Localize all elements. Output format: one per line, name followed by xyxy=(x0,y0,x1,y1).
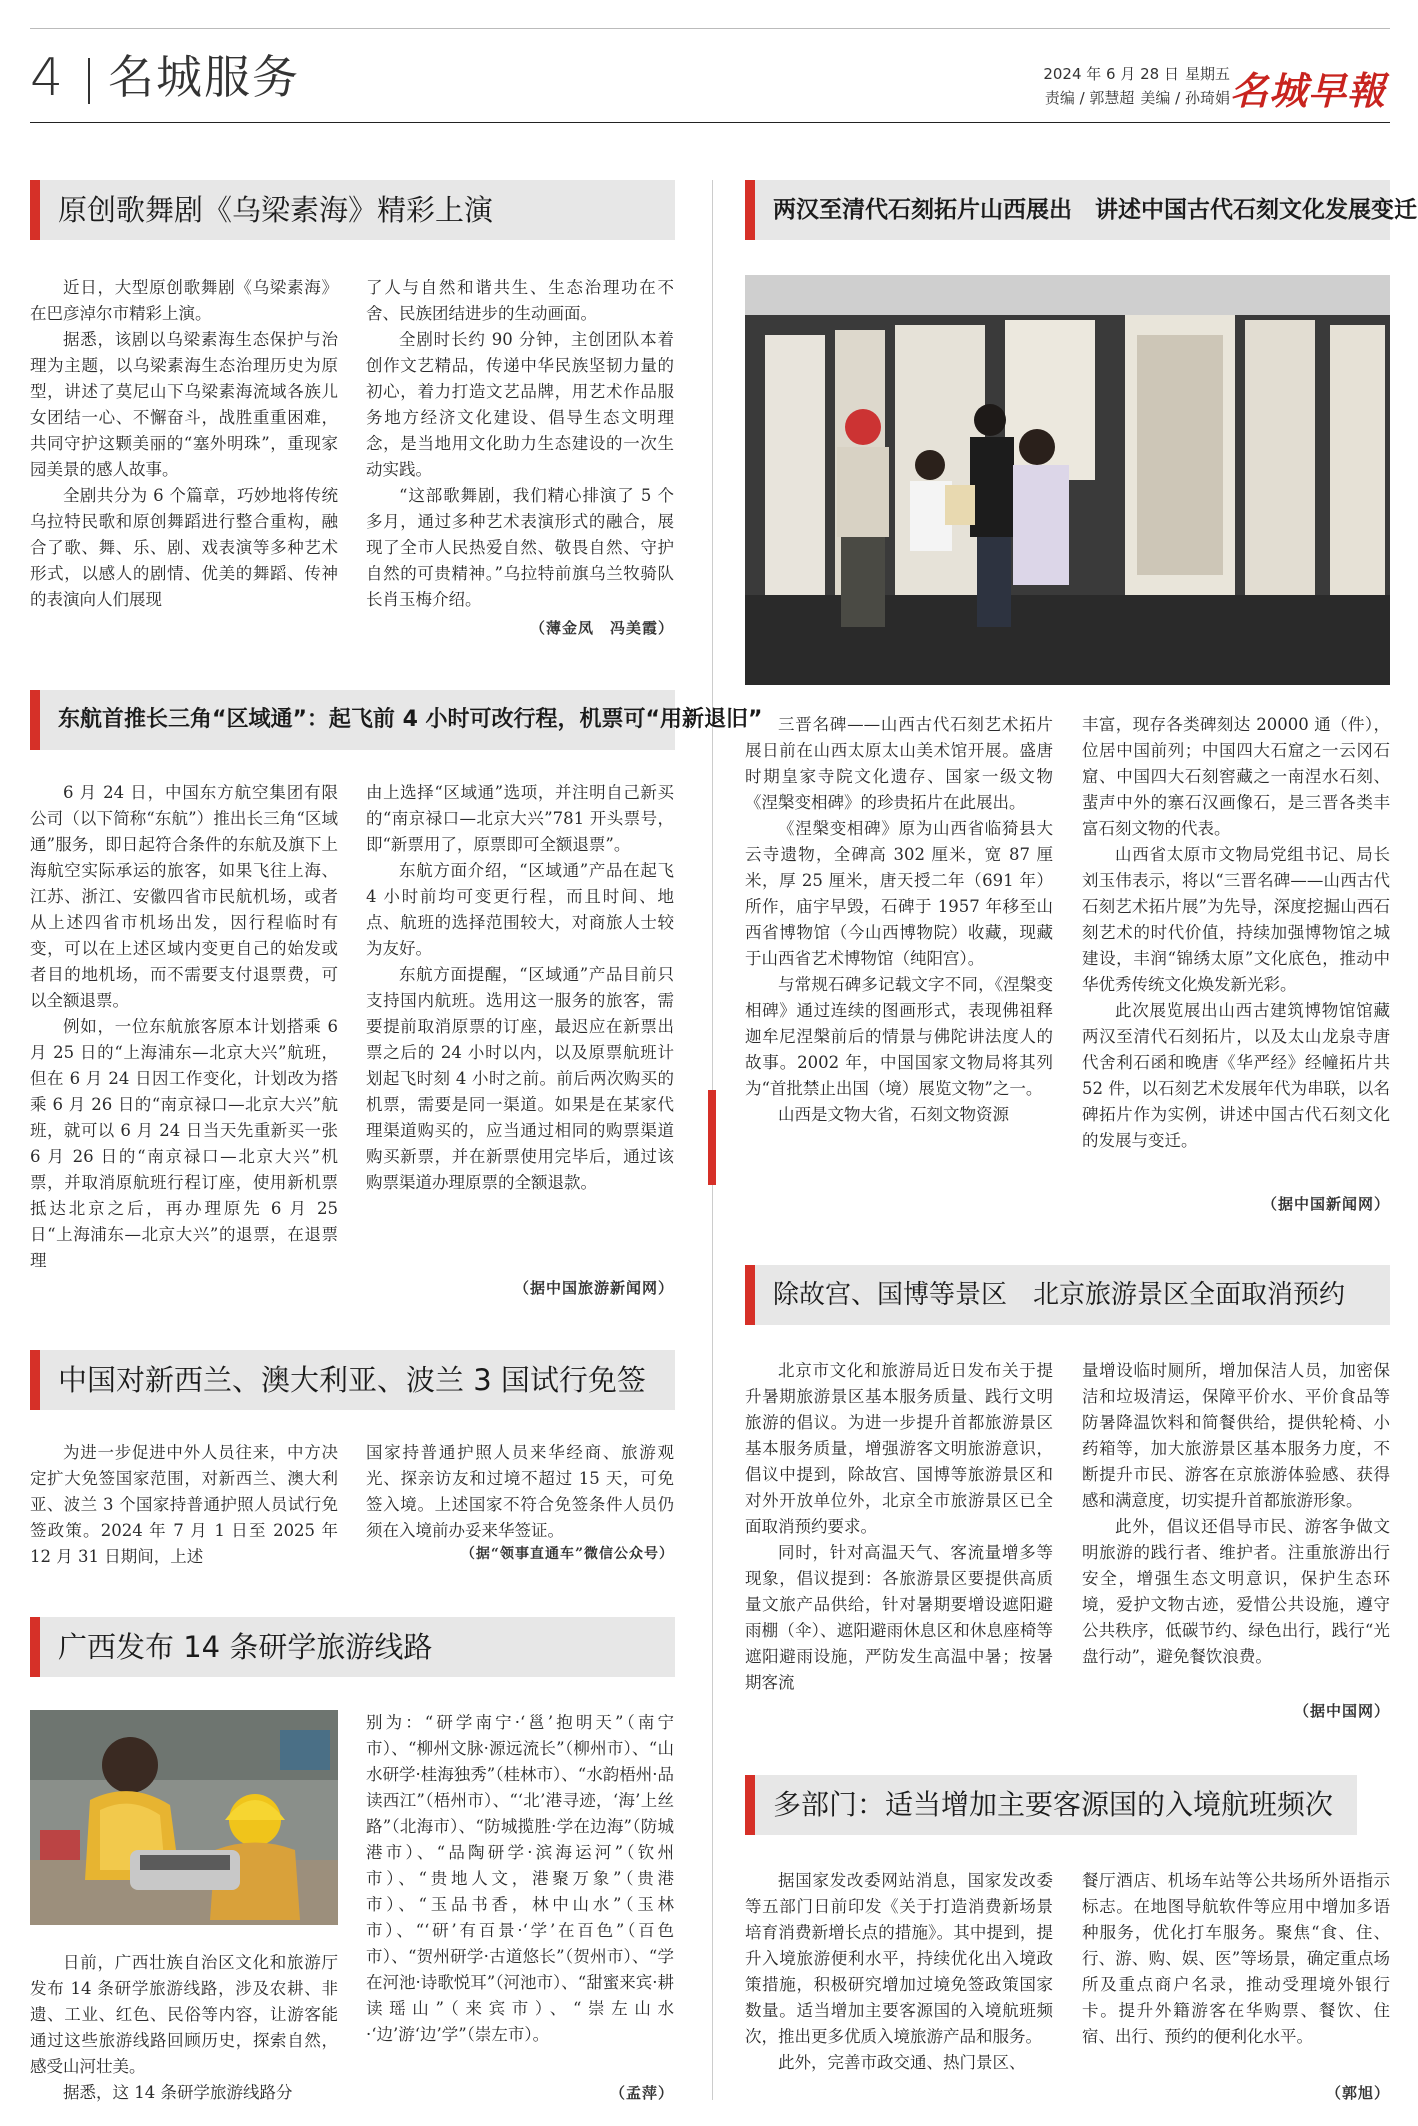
paragraph: 餐厅酒店、机场车站等公共场所外语指示标志。在地图导航软件等应用中增加多语种服务，优化打车服务。聚焦“食、住、行、游、购、娱、医”等场景，确定重点场所及重点商户名录，推动受理境外银行卡。提升外籍游客在华购票、餐饮、住宿、出行、预约的便利化水平。 xyxy=(1082,1871,1390,2046)
article-source: （孟萍） xyxy=(609,2084,674,2102)
paragraph: 此次展览展出山西古建筑博物馆馆藏两汉至清代石刻拓片，以及太山龙泉寺唐代舍利石函和晚唐《华严经》经幢拓片共 52 件，以石刻艺术发展年代为串联，以名碑拓片作为实例，讲述中国古代石刻文化的发展与变迁。 xyxy=(1082,1001,1390,1150)
article-headline xyxy=(30,1617,675,1677)
paragraph: 量增设临时厕所，增加保洁人员，加密保洁和垃圾清运，保障平价水、平价食品等防暑降温饮料和简餐供给，提供轮椅、小药箱等，加大旅游景区基本服务力度，不断提升市民、游客在京旅游体验感、获得感和满意度，切实提升首都旅游形象。 xyxy=(1082,1361,1390,1510)
page-separator xyxy=(88,58,90,104)
page-number: 4 xyxy=(30,48,64,108)
craft-class-photo xyxy=(30,1710,338,1925)
paragraph: 全剧时长约 90 分钟，主创团队本着创作文艺精品，传递中华民族坚韧力量的初心，着力打造文艺品牌，用艺术作品服务地方经济文化建设、倡导生态文明理念，是当地用文化助力生态建设的一次生动实践。 xyxy=(366,330,674,479)
paragraph: 同时，针对高温天气、客流量增多等现象，倡议提到：各旅游景区要提供高质量文旅产品供给，针对暑期要增设遮阳避雨棚（伞）、遮阳避雨休息区和休息座椅等遮阳避雨设施，严防发生高温中暑；按暑期客流 xyxy=(745,1543,1053,1692)
article-body-col2 xyxy=(366,1710,674,2048)
article-source: （郭旭） xyxy=(1325,2084,1390,2102)
editor-credit: 责编 / 郭慧超 xyxy=(1044,89,1135,107)
headline-text[interactable]: 原创歌舞剧《乌梁素海》精彩上演 xyxy=(58,193,494,227)
paragraph: 了人与自然和谐共生、生态治理功在不舍、民族团结进步的生动画面。 xyxy=(366,278,674,323)
newspaper-logo: 名城早報 xyxy=(1230,68,1387,113)
paragraph: 别为：“研学南宁·‘邕’抱明天”（南宁市）、“柳州文脉·源远流长”（柳州市）、“山水研学·桂海独秀”（桂林市）、“水韵梧州·品读西江”（梧州市）、“‘北’港寻迹，‘海’上丝路”（北海市）、“防城揽胜·学在边海”（防城港市）、“品陶研学·滨海运河”（钦州市）、“贵地人文，港聚万象”（贵港市）、“玉品书香，林中山水”（玉林市）、“‘研’有百景·‘学’在百色”（百色市）、“贺州研学·古道悠长”（贺州市）、“学在河池·诗歌悦耳”（河池市）、“甜蜜来宾·耕读瑶山”（来宾市）、“崇左山水·‘边’游‘边’学”（崇左市）。 xyxy=(366,1713,674,2044)
article-body-col1 xyxy=(745,1358,1053,1696)
article-source: （据中国网） xyxy=(1293,1702,1390,1720)
article-source: （据“领事直通车”微信公众号） xyxy=(460,1546,674,1562)
paragraph: 山西是文物大省，石刻文物资源 xyxy=(778,1105,1009,1124)
paragraph: 由上选择“区域通”选项，并注明自己新买的“南京禄口—北京大兴”781 开头票号，即“新票用了，原票即可全额退票”。 xyxy=(366,783,674,854)
masthead-rule xyxy=(30,122,1390,123)
paragraph: 日前，广西壮族自治区文化和旅游厅发布 14 条研学旅游线路，涉及农耕、非遗、工业、红色、民俗等内容，让游客能通过这些旅游线路回顾历史，探索自然，感受山河壮美。 xyxy=(30,1953,338,2076)
headline-text[interactable]: 除故宫、国博等景区 北京旅游景区全面取消预约 xyxy=(773,1280,1346,1310)
article-headline xyxy=(745,180,1417,240)
paragraph: 丰富，现存各类碑刻达 20000 通（件），位居中国前列；中国四大石窟之一云冈石窟、中国四大石刻窖藏之一南涅水石刻、蜚声中外的寨石汉画像石，是三晋各类丰富石刻文物的代表。 xyxy=(1082,715,1390,838)
article-body-col2 xyxy=(1082,1358,1390,1670)
article-body-col2 xyxy=(1082,1868,1390,2050)
paragraph: 东航方面提醒，“区域通”产品目前只支持国内航班。选用这一服务的旅客，需要提前取消原票的订座，最迟应在新票出票之后的 24 小时以内，以及原票航班计划起飞时刻 4 小时之前。前后两次购买的机票，需要是同一渠道。如果是在某家代理渠道购买的，应当通过相同的购票渠道购买新票，并在新票使用完毕后，通过该购票渠道办理原票的全额退款。 xyxy=(366,965,674,1192)
paragraph: 山西省太原市文物局党组书记、局长刘玉伟表示，将以“三晋名碑——山西古代石刻艺术拓片展”为先导，深度挖掘山西石刻艺术的时代价值，持续加强博物馆之城建设，丰润“锦绣太原”文化底色，推动中华优秀传统文化焕发新光彩。 xyxy=(1082,845,1390,994)
article-body-col1 xyxy=(30,275,338,613)
article-source: （据中国旅游新闻网） xyxy=(513,1279,674,1297)
article-body-col1 xyxy=(30,780,338,1274)
headline-text[interactable]: 两汉至清代石刻拓片山西展出 讲述中国古代石刻文化发展变迁 xyxy=(773,197,1417,223)
paragraph: 东航方面介绍，“区域通”产品在起飞 4 小时前均可变更行程，而且时间、地点、航班的选择范围较大，对商旅人士较为友好。 xyxy=(366,861,674,958)
article-headline xyxy=(30,1350,675,1410)
column-marker xyxy=(708,1090,716,1185)
issue-weekday: 星期五 xyxy=(1184,65,1230,83)
article-body-col1 xyxy=(30,1440,338,1570)
article-body-col2 xyxy=(1082,712,1390,1154)
paragraph: 6 月 24 日，中国东方航空集团有限公司（以下简称“东航”）推出长三角“区域通”服务，即日起符合条件的东航及旗下上海航空实际承运的旅客，如果飞往上海、江苏、浙江、安徽四省市民航机场，或者从上述四省市机场出发，因行程临时有变，可以在上述区域内变更自己的始发或者目的地机场，而不需要支付退票费，可以全额退票。 xyxy=(30,783,338,1010)
issue-date: 2024 年 6 月 28 日 xyxy=(1043,65,1179,83)
paragraph: 国家持普通护照人员来华经商、旅游观光、探亲访友和过境不超过 15 天，可免签入境。上述国家不符合免签条件人员仍须在入境前办妥来华签证。 xyxy=(366,1443,674,1540)
headline-text[interactable]: 东航首推长三角“区域通”：起飞前 4 小时可改行程，机票可“用新退旧” xyxy=(58,707,763,732)
article-body-col1 xyxy=(745,712,1053,1128)
paragraph: 据国家发改委网站消息，国家发改委等五部门日前印发《关于打造消费新场景培育消费新增长点的措施》。其中提到，提升入境旅游便利水平，持续优化出入境政策措施，积极研究增加过境免签政策国家数量。适当增加主要客源国的入境航班频次，推出更多优质入境旅游产品和服务。 xyxy=(745,1871,1053,2046)
exhibition-photo xyxy=(745,275,1390,685)
paragraph: 据悉，该剧以乌梁素海生态保护与治理为主题，以乌梁素海生态治理历史为原型，讲述了莫尼山下乌梁素海流域各族儿女团结一心、不懈奋斗，战胜重重困难，共同守护这颗美丽的“塞外明珠”，重现家园美景的感人故事。 xyxy=(30,330,338,479)
designer-credit: 美编 / 孙琦娟 xyxy=(1140,89,1230,107)
article-headline xyxy=(30,180,675,240)
article-source: （薄金凤 冯美霞） xyxy=(529,619,674,637)
headline-text[interactable]: 广西发布 14 条研学旅游线路 xyxy=(58,1630,433,1664)
top-rule xyxy=(30,28,1390,29)
article-body-col1 xyxy=(745,1868,1053,2076)
article-headline xyxy=(745,1775,1357,1835)
masthead xyxy=(30,30,1390,122)
article-body-col1 xyxy=(30,1950,338,2106)
article-headline xyxy=(745,1265,1390,1325)
photo-illustration xyxy=(30,1710,338,1925)
paragraph: “这部歌舞剧，我们精心排演了 5 个多月，通过多种艺术表演形式的融合，展现了全市人民热爱自然、敬畏自然、守护自然的可贵精神。”乌拉特前旗乌兰牧骑队长肖玉梅介绍。 xyxy=(366,486,674,609)
issue-meta xyxy=(1000,62,1230,110)
article-source: （据中国新闻网） xyxy=(1261,1195,1390,1213)
section-name: 名城服务 xyxy=(108,50,300,104)
article-body-col2 xyxy=(366,275,674,613)
paragraph: 三晋名碑——山西古代石刻艺术拓片展日前在山西太原太山美术馆开展。盛唐时期皇家寺院文化遗存、国家一级文物《涅槃变相碑》的珍贵拓片在此展出。 xyxy=(745,715,1053,812)
paragraph: 此外，完善市政交通、热门景区、 xyxy=(778,2053,1026,2072)
paragraph: 全剧共分为 6 个篇章，巧妙地将传统乌拉特民歌和原创舞蹈进行整合重构，融合了歌、舞、乐、剧、戏表演等多种艺术形式，以感人的剧情、优美的舞蹈、传神的表演向人们展现 xyxy=(30,486,338,609)
headline-text[interactable]: 中国对新西兰、澳大利亚、波兰 3 国试行免签 xyxy=(58,1363,646,1397)
paragraph: 据悉，这 14 条研学旅游线路分 xyxy=(63,2083,293,2102)
article-body-col2 xyxy=(366,1440,674,1544)
paragraph: 近日，大型原创歌舞剧《乌梁素海》在巴彦淖尔市精彩上演。 xyxy=(30,278,338,323)
paragraph: 例如，一位东航旅客原本计划搭乘 6 月 25 日的“上海浦东—北京大兴”航班，但在 6 月 24 日因工作变化，计划改为搭乘 6 月 26 日的“南京禄口—北京大兴”航班，就可以 6 月 24 日当天先重新买一张 6 月 26 日的“南京禄口—北京大兴”机票，并取消原航班行程订座，使用新机票抵达北京之后，再办理原先 6 月 25 日“上海浦东—北京大兴”的退票，在退票理 xyxy=(30,1017,338,1270)
paragraph: 《涅槃变相碑》原为山西省临猗县大云寺遗物，全碑高 302 厘米，宽 87 厘米，厚 25 厘米，唐天授二年（691 年）所作，庙宇早毁，石碑于 1957 年移至山西省博物馆（今山西博物院）收藏，现藏于山西省艺术博物馆（纯阳宫）。 xyxy=(745,819,1053,968)
photo-illustration xyxy=(745,275,1390,685)
article-headline xyxy=(30,690,763,750)
paragraph: 此外，倡议还倡导市民、游客争做文明旅游的践行者、维护者。注重旅游出行安全，增强生态文明意识，保护生态环境，爱护文物古迹，爱惜公共设施，遵守公共秩序，低碳节约、绿色出行，践行“光盘行动”，避免餐饮浪费。 xyxy=(1082,1517,1390,1666)
headline-text[interactable]: 多部门：适当增加主要客源国的入境航班频次 xyxy=(773,1788,1334,1821)
paragraph: 为进一步促进中外人员往来，中方决定扩大免签国家范围，对新西兰、澳大利亚、波兰 3 个国家持普通护照人员试行免签政策。2024 年 7 月 1 日至 2025 年 12 月 31 日期间，上述 xyxy=(30,1443,338,1566)
paragraph: 与常规石碑多记载文字不同，《涅槃变相碑》通过连续的图画形式，表现佛祖释迦牟尼涅槃前后的情景与佛陀讲法度人的故事。2002 年，中国国家文物局将其列为“首批禁止出国（境）展览文物”之一。 xyxy=(745,975,1053,1098)
paragraph: 北京市文化和旅游局近日发布关于提升暑期旅游景区基本服务质量、践行文明旅游的倡议。为进一步提升首都旅游景区基本服务质量，增强游客文明旅游意识，倡议中提到，除故宫、国博等旅游景区和对外开放单位外，北京全市旅游景区已全面取消预约要求。 xyxy=(745,1361,1053,1536)
article-body-col2 xyxy=(366,780,674,1196)
